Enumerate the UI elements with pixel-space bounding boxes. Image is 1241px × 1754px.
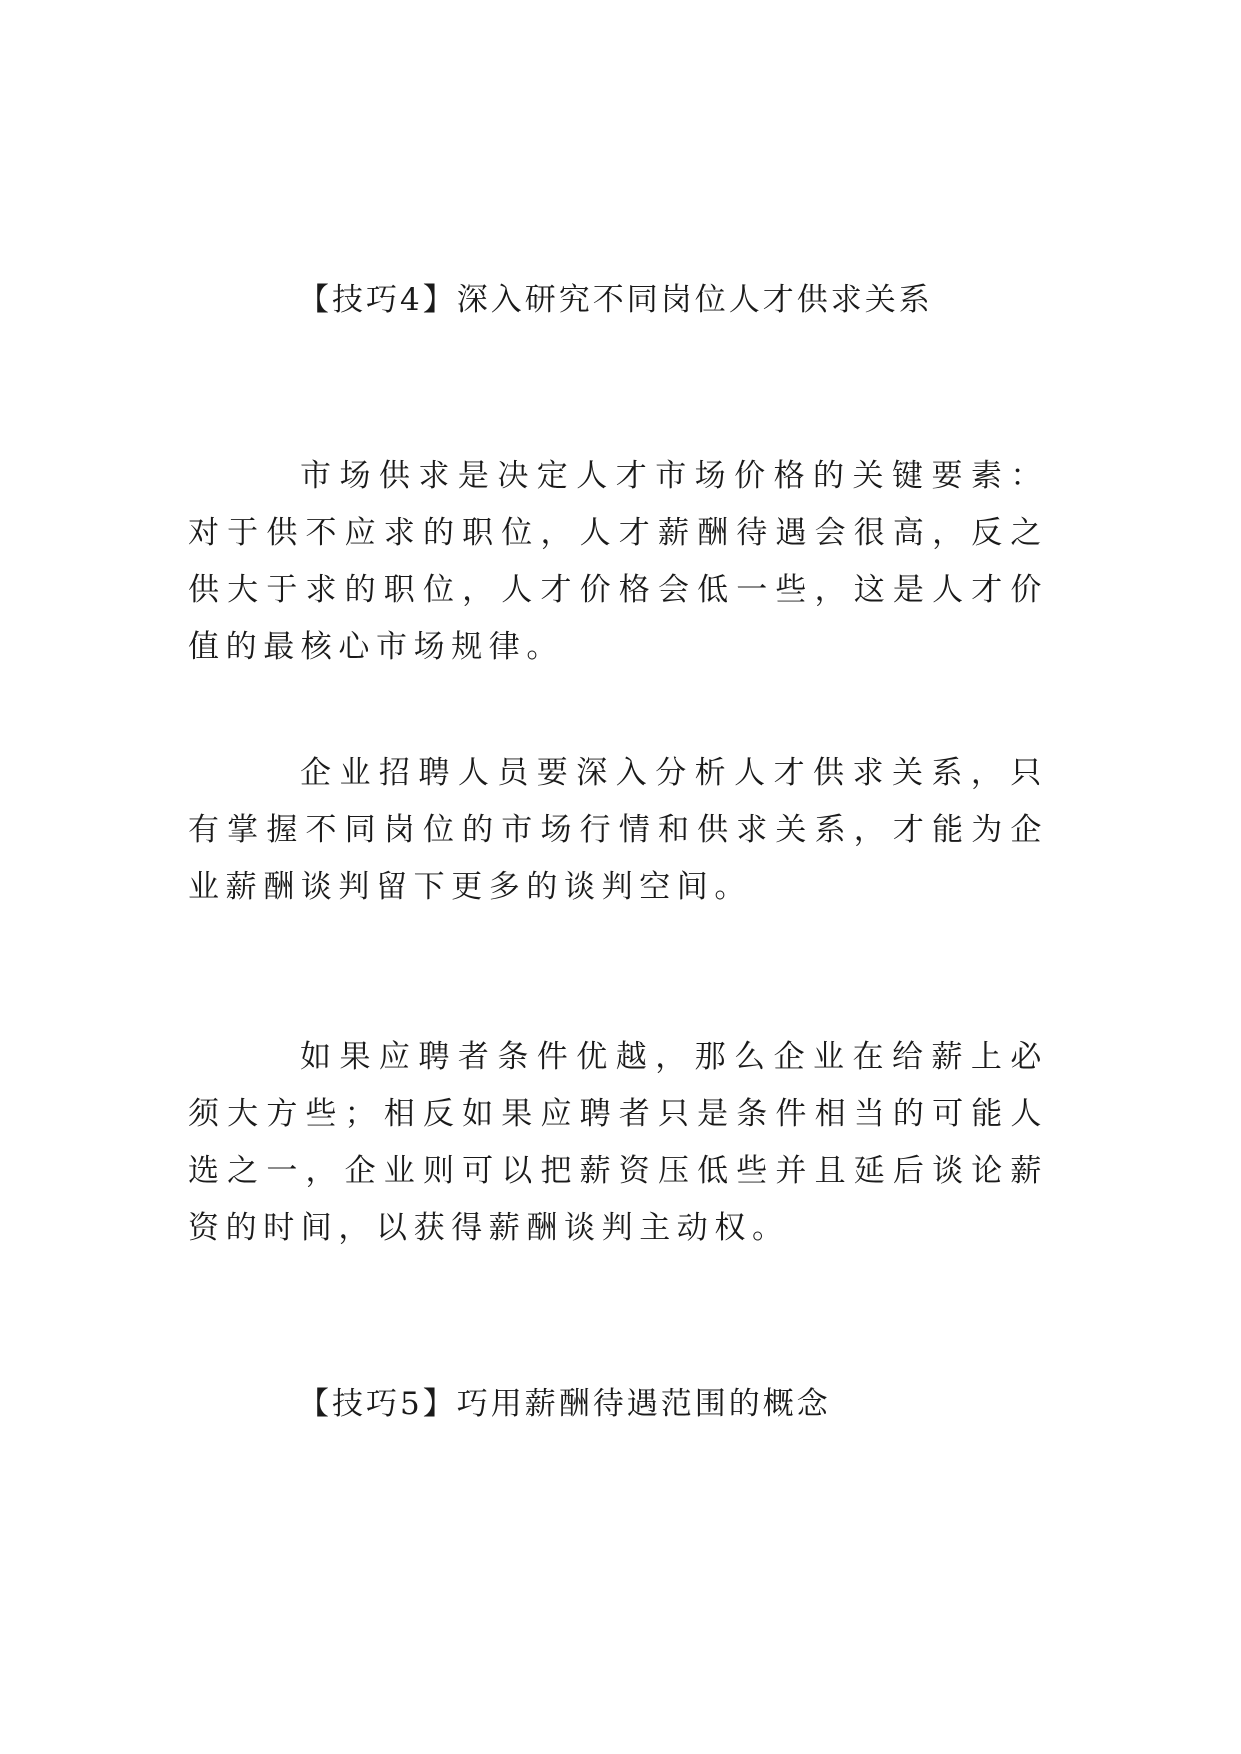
paragraph-market-supply-demand: 市场供求是决定人才市场价格的关键要素：对于供不应求的职位，人才薪酬待遇会很高，反之供大于求的职位，人才价格会低一些，这是人才价值的最核心市场规律。 xyxy=(188,458,1048,665)
section-heading-tip-5: 【技巧5】巧用薪酬待遇范围的概念 xyxy=(298,1386,831,1422)
paragraph-recruiter-analysis: 企业招聘人员要深入分析人才供求关系，只有掌握不同岗位的市场行情和供求关系，才能为企业薪酬谈判留下更多的谈判空间。 xyxy=(188,755,1048,905)
section-heading-tip-4: 【技巧4】深入研究不同岗位人才供求关系 xyxy=(298,282,933,318)
paragraph-candidate-conditions: 如果应聘者条件优越，那么企业在给薪上必须大方些；相反如果应聘者只是条件相当的可能人选之一，企业则可以把薪资压低些并且延后谈论薪资的时间，以获得薪酬谈判主动权。 xyxy=(188,1039,1048,1246)
